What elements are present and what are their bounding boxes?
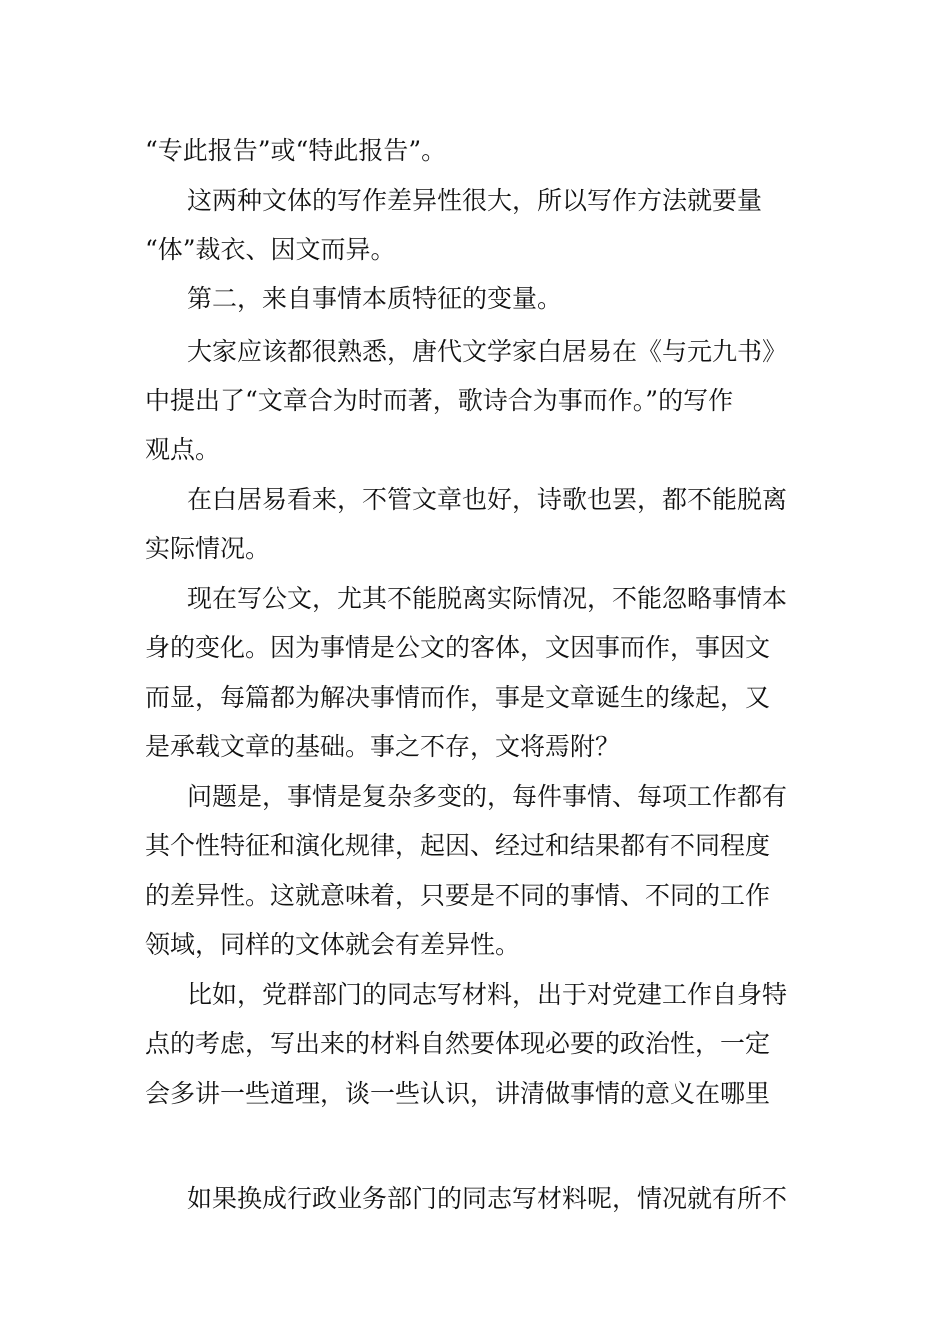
text-line-21: 如果换成行政业务部门的同志写材料呢，情况就有所不 [187,1184,788,1213]
text-line-2: 这两种文体的写作差异性很大，所以写作方法就要量 [187,186,763,215]
text-line-7: 观点。 [145,435,221,464]
text-line-11: 身的变化。因为事情是公文的客体，文因事而作，事因文 [145,633,771,662]
text-line-19: 点的考虑，写出来的材料自然要体现必要的政治性，一定 [145,1029,771,1058]
text-line-17: 领域，同样的文体就会有差异性。 [145,930,521,959]
text-line-9: 实际情况。 [145,534,271,563]
text-line-8: 在白居易看来，不管文章也好，诗歌也罢，都不能脱离 [187,485,788,514]
text-line-15: 其个性特征和演化规律，起因、经过和结果都有不同程度 [145,831,771,860]
text-line-18: 比如，党群部门的同志写材料，出于对党建工作自身特 [187,980,788,1009]
text-line-1: “专此报告”或“特此报告”。 [145,136,447,165]
text-line-4: 第二，来自事情本质特征的变量。 [187,284,563,313]
text-line-13: 是承载文章的基础。事之不存，文将焉附？ [145,732,621,761]
text-line-12: 而显，每篇都为解决事情而作，事是文章诞生的缘起，又 [145,683,771,712]
text-line-20: 会多讲一些道理，谈一些认识，讲清做事情的意义在哪里 [145,1079,771,1108]
text-line-6: 中提出了“文章合为时而著，歌诗合为事而作。”的写作 [145,386,734,415]
text-line-3: “体”裁衣、因文而异。 [145,235,396,264]
text-line-14: 问题是，事情是复杂多变的，每件事情、每项工作都有 [187,782,788,811]
text-line-10: 现在写公文，尤其不能脱离实际情况，不能忽略事情本 [187,584,788,613]
text-line-5: 大家应该都很熟悉，唐代文学家白居易在《与元九书》 [187,337,788,366]
text-line-16: 的差异性。这就意味着，只要是不同的事情、不同的工作 [145,881,771,910]
